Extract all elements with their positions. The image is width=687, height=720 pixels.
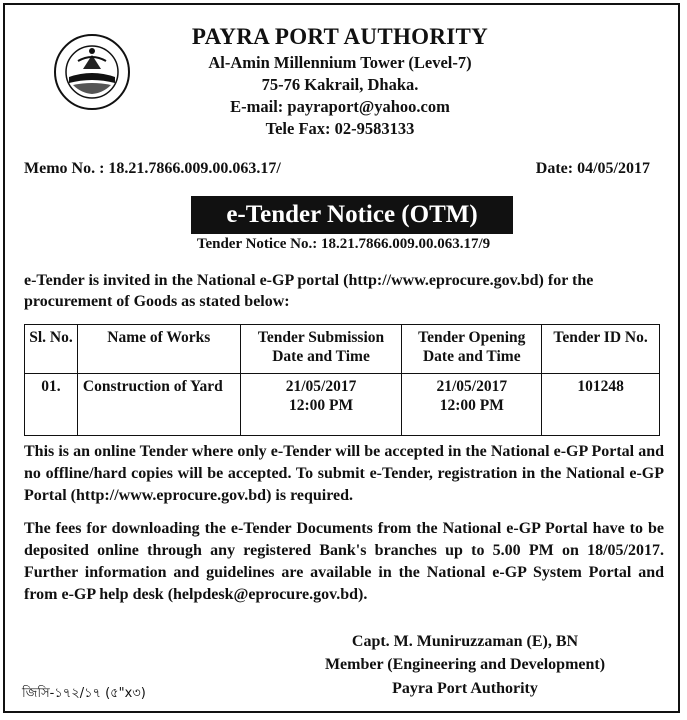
submission-date: 21/05/2017 <box>285 378 357 395</box>
cell-sl: 01. <box>25 374 78 436</box>
header-submission: Tender Submission Date and Time <box>240 325 402 374</box>
tender-notice-number: Tender Notice No.: 18.21.7866.009.00.063.17/9 <box>196 236 491 252</box>
payra-port-seal-logo <box>53 33 131 111</box>
opening-date: 21/05/2017 <box>436 378 508 395</box>
email-line: E-mail: payraport@yahoo.com <box>230 97 450 116</box>
telefax-line: Tele Fax: 02-9583133 <box>265 119 415 138</box>
cell-opening <box>402 374 542 436</box>
submission-time: 12:00 PM <box>288 397 354 414</box>
header-sl-no: Sl. No. <box>25 325 78 374</box>
intro-paragraph: e-Tender is invited in the National e-GP portal (http://www.eprocure.gov.bd) for the procurement of Goods as stated below: <box>24 272 594 310</box>
address-line-2: 75-76 Kakrail, Dhaka. <box>261 75 419 94</box>
signatory-designation: Member (Engineering and Development) <box>324 656 606 673</box>
table-row <box>25 374 660 436</box>
opening-time: 12:00 PM <box>439 397 504 414</box>
address-line-1: Al-Amin Millennium Tower (Level-7) <box>208 53 472 72</box>
fees-paragraph: The fees for downloading the e-Tender Documents from the National e-GP Portal have to be deposited online through any registered Bank's branches up to 5.00 PM on 18/05/2017. Further information and guidelines are available in the National e-GP System Portal and from e-GP help desk (helpdesk@eprocure.gov.bd). <box>24 520 664 603</box>
header-tender-id: Tender ID No. <box>542 325 660 374</box>
works-table <box>24 324 660 436</box>
organization-name: PAYRA PORT AUTHORITY <box>191 24 489 49</box>
table-header-row <box>25 325 660 374</box>
signatory-organization: Payra Port Authority <box>392 680 538 697</box>
cell-tender-id: 101248 <box>542 374 660 436</box>
online-tender-paragraph: This is an online Tender where only e-Tender will be accepted in the National e-GP Portal and no offline/hard copies will be accepted. To submit e-Tender, registration in the National e-GP Portal (http://www.eprocure.gov.bd) is required. <box>24 443 664 504</box>
signatory-name: Capt. M. Muniruzzaman (E), BN <box>351 633 579 650</box>
footer-code: জিসি-১৭২/১৭ (৫"x৩) <box>22 686 146 701</box>
cell-name-of-works: Construction of Yard <box>77 374 240 436</box>
notice-title: e-Tender Notice (OTM) <box>191 196 513 234</box>
memo-date: Date: 04/05/2017 <box>535 160 650 177</box>
header-opening: Tender Opening Date and Time <box>402 325 542 374</box>
memo-number: Memo No. : 18.21.7866.009.00.063.17/ <box>24 160 281 177</box>
cell-submission <box>240 374 402 436</box>
header-name-of-works: Name of Works <box>77 325 240 374</box>
